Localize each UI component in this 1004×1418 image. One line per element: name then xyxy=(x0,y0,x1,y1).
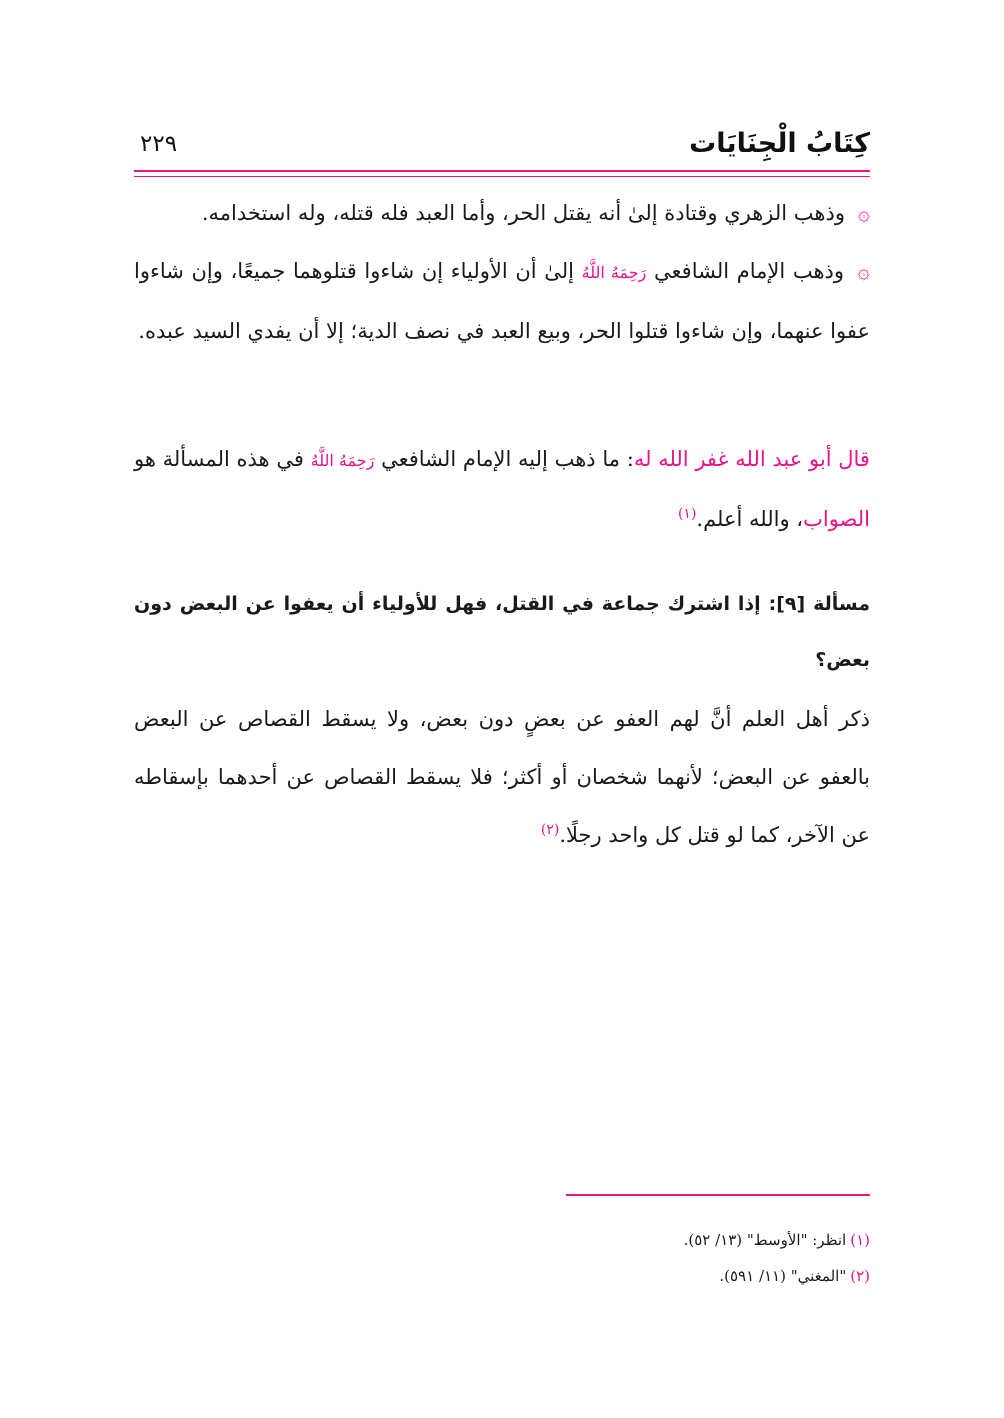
answer-section xyxy=(134,690,870,864)
flower-ornament-icon: ۞ xyxy=(857,259,870,283)
author-name: قال أبو عبد الله غفر الله له xyxy=(633,447,870,471)
quote-text: : ما ذهب إليه الإمام الشافعي xyxy=(381,447,634,471)
paragraph-text: إلىٰ أن الأولياء إن شاءوا قتلوهما جميعًا، وإن شاءوا عفوا عنهما، وإن شاءوا قتلوا الحر، وبيع العبد في نصف الدية؛ إلا أن يفدي السيد عبده. xyxy=(134,259,870,343)
honorific: رَحِمَهُ اللَّهُ xyxy=(581,263,647,282)
header-rule-thick xyxy=(134,170,870,172)
highlight-word: الصواب xyxy=(803,507,870,531)
question-text xyxy=(134,576,870,688)
footnote-ref-1[interactable]: (١) xyxy=(677,506,697,522)
question-heading xyxy=(134,576,870,688)
running-header-title: كِتَابُ الْجِنَايَات xyxy=(689,128,870,159)
paragraph-text: وذهب الإمام الشافعي xyxy=(654,259,845,283)
footnote-1 xyxy=(134,1222,870,1258)
paragraph-text: وذهب الزهري وقتادة إلىٰ أنه يقتل الحر، وأما العبد فله قتله، وله استخدامه. xyxy=(201,201,845,225)
footnote-text: انظر: "الأوسط" (١٣/ ٥٢). xyxy=(683,1231,847,1249)
page-number: ٢٢٩ xyxy=(140,131,178,157)
opinions-section xyxy=(134,184,870,360)
footnote-text: "المغني" (١١/ ٥٩١). xyxy=(719,1267,847,1285)
author-opinion-text xyxy=(134,430,870,548)
footnote-separator xyxy=(566,1194,870,1196)
flower-ornament-icon: ۞ xyxy=(857,201,870,225)
footnotes xyxy=(134,1222,870,1294)
quote-text: في هذه المسألة هو xyxy=(134,447,304,471)
footnote-number: (١) xyxy=(850,1231,870,1249)
header-rule-thin xyxy=(134,176,870,177)
paragraph-zuhri xyxy=(134,184,870,242)
question-label: مسألة [٩]: xyxy=(768,593,870,615)
quote-text: ، والله أعلم. xyxy=(696,507,804,531)
footnote-ref-2[interactable]: (٢) xyxy=(540,822,560,838)
answer-text: ذكر أهل العلم أنَّ لهم العفو عن بعضٍ دون بعض، ولا يسقط القصاص عن البعض بالعفو عن البعض؛ لأنهما شخصان أو أكثر؛ فلا يسقط القصاص عن أحدهما بإسقاطه عن الآخر، كما لو قتل كل واحد رجلًا. xyxy=(134,707,870,847)
honorific: رَحِمَهُ اللَّهُ xyxy=(310,451,375,470)
answer-paragraph xyxy=(134,690,870,864)
question-body: إذا اشترك جماعة في القتل، فهل للأولياء أن يعفوا عن البعض دون بعض؟ xyxy=(134,593,870,671)
footnote-2 xyxy=(134,1258,870,1294)
author-opinion xyxy=(134,430,870,548)
footnote-number: (٢) xyxy=(850,1267,870,1285)
paragraph-shafii xyxy=(134,242,870,360)
